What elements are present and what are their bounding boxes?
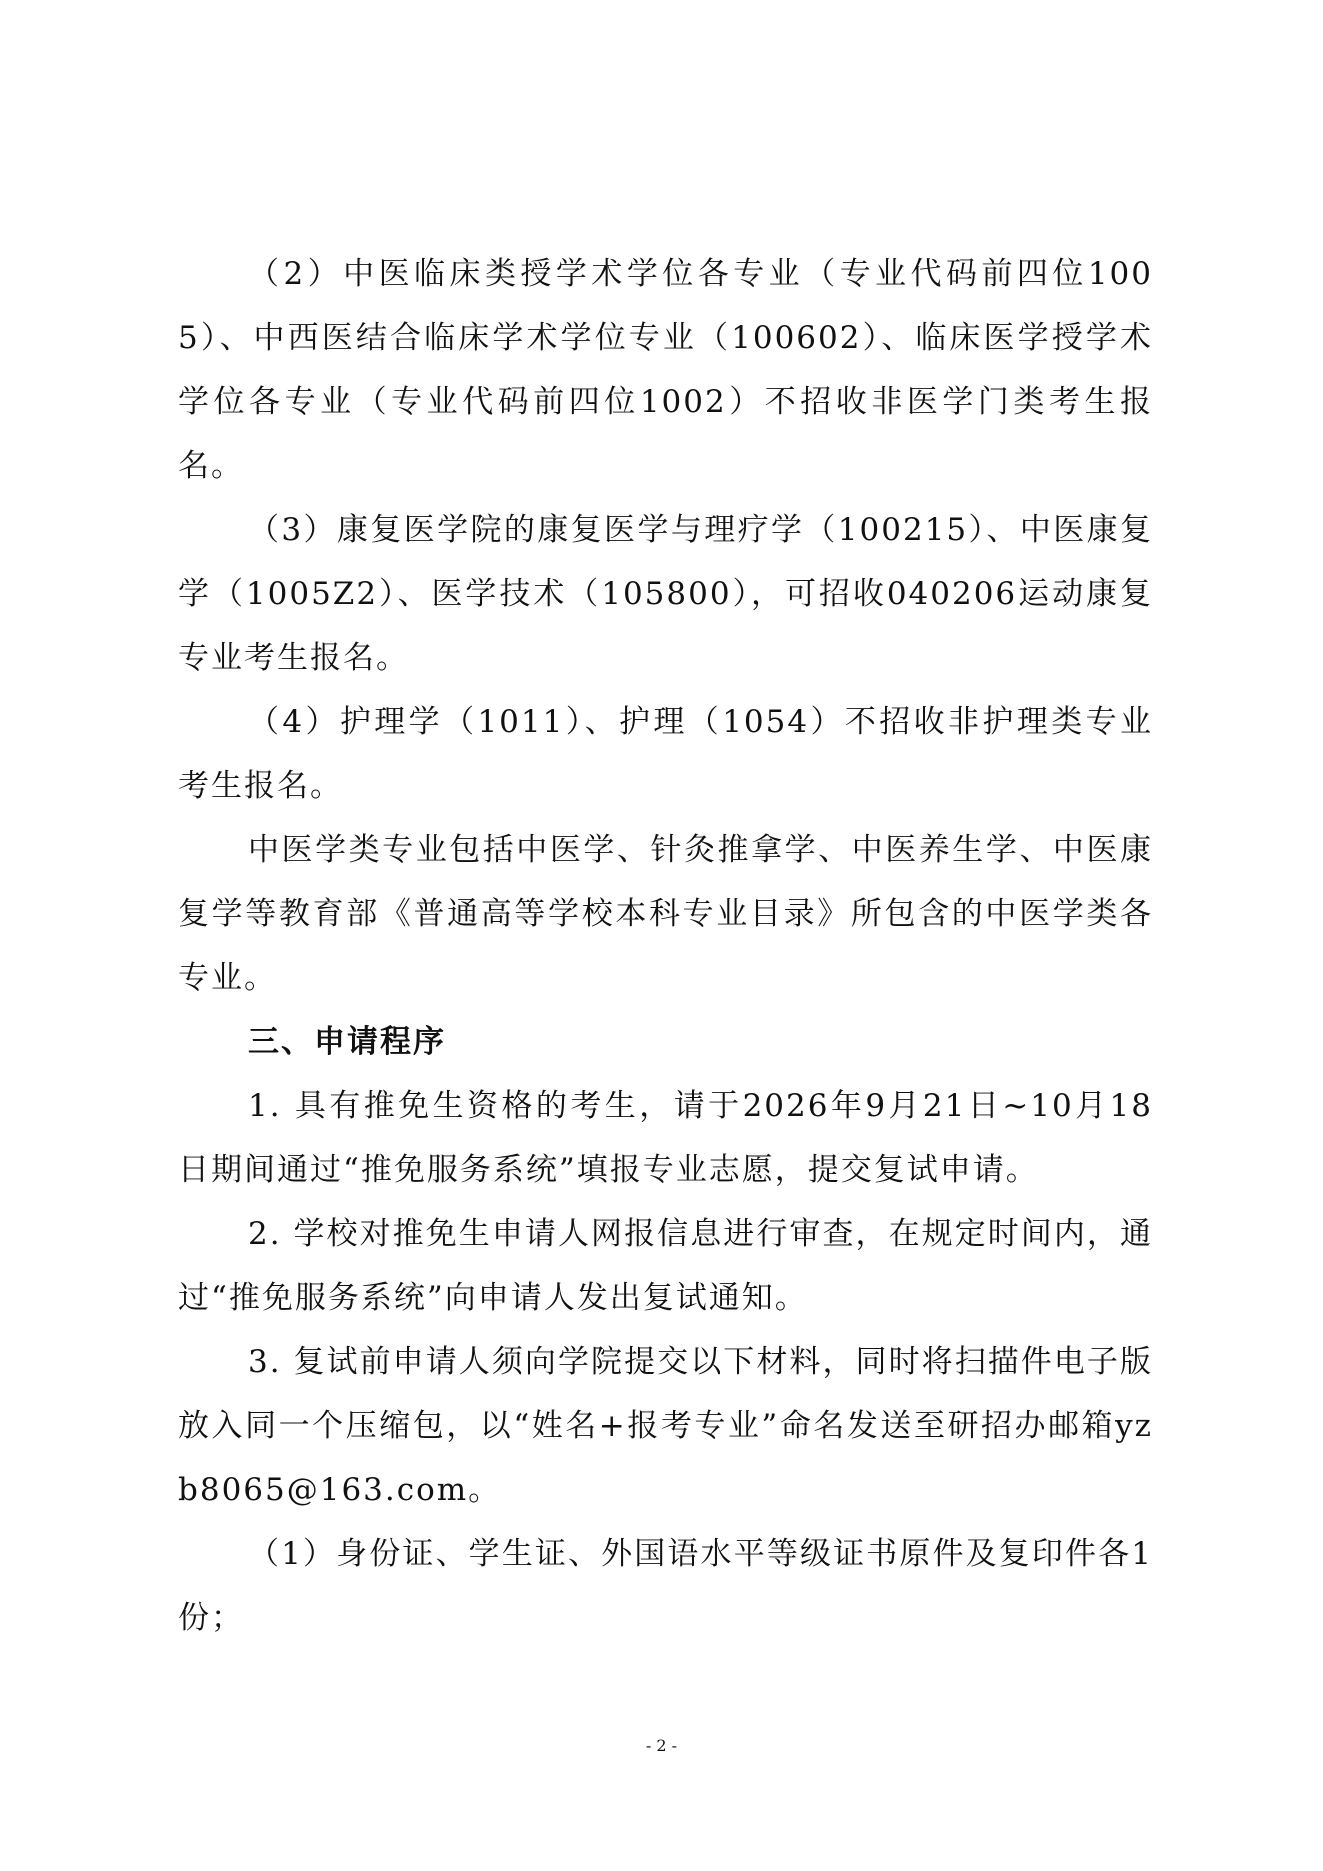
paragraph-tcm-majors: 中医学类专业包括中医学、针灸推拿学、中医养生学、中医康复学等教育部《普通高等学校本科专业目录》所包含的中医学类各专业。 bbox=[178, 832, 1153, 996]
section-heading: 三、申请程序 bbox=[248, 1024, 446, 1060]
step-3-material-1: （1）身份证、学生证、外国语水平等级证书原件及复印件各1份； bbox=[178, 1536, 1153, 1636]
document-body bbox=[178, 242, 1153, 1650]
step-2: 2. 学校对推免生申请人网报信息进行审查，在规定时间内，通过“推免服务系统”向申请人发出复试通知。 bbox=[178, 1216, 1153, 1316]
step-3: 3. 复试前申请人须向学院提交以下材料，同时将扫描件电子版放入同一个压缩包，以“姓名+报考专业”命名发送至研招办邮箱yzb8065@163.com。 bbox=[178, 1344, 1153, 1508]
step-1: 1. 具有推免生资格的考生，请于2026年9月21日~10月18日期间通过“推免服务系统”填报专业志愿，提交复试申请。 bbox=[178, 1088, 1153, 1188]
paragraph-item-3: （3）康复医学院的康复医学与理疗学（100215）、中医康复学（1005Z2）、医学技术（105800），可招收040206运动康复专业考生报名。 bbox=[178, 512, 1153, 676]
paragraph-item-4: （4）护理学（1011）、护理（1054）不招收非护理类专业考生报名。 bbox=[178, 704, 1153, 804]
paragraph-item-2: （2）中医临床类授学术学位各专业（专业代码前四位1005）、中西医结合临床学术学位专业（100602）、临床医学授学术学位各专业（专业代码前四位1002）不招收非医学门类考生报名。 bbox=[178, 256, 1153, 484]
page-number: - 2 - bbox=[645, 1736, 678, 1755]
